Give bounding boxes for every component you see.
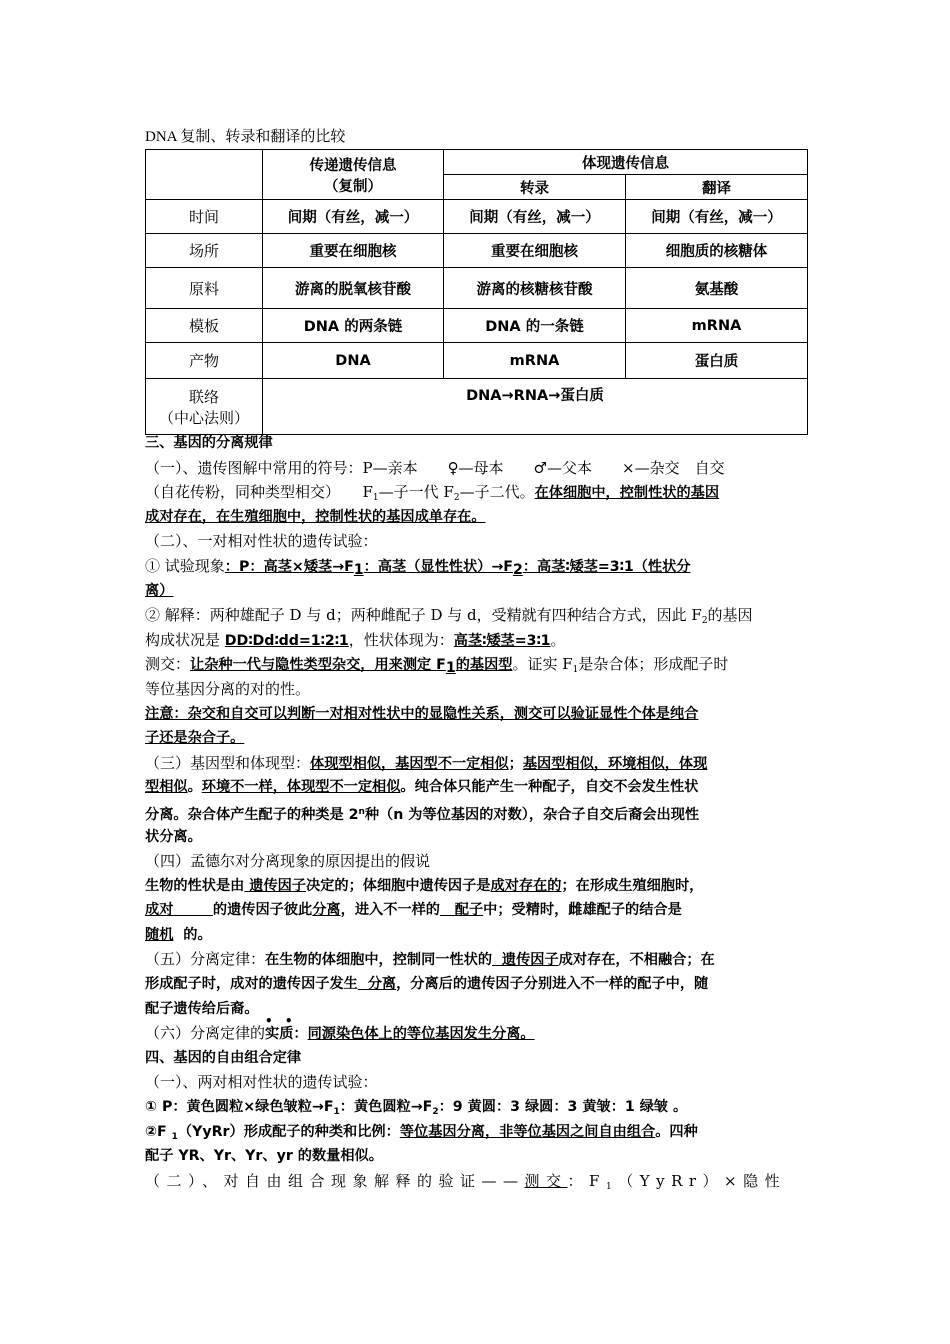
cell-transcription: 重要在细胞核 (444, 234, 626, 268)
section-title: 四、基因的自由组合定律 (145, 1049, 302, 1066)
paragraph-line: ① P：黄色圆粒×绿色皱粒$\to F_1$：黄色圆粒$\to F_2$：9 黄圆：3 绿圆：3 黄皱：1 绿皱 。 (145, 1099, 688, 1118)
table-row (146, 200, 808, 234)
paragraph-line: （二）、一对相对性状的遗传试验： (145, 532, 378, 551)
paragraph-line: （二）、对自由组合现象解释的验证——测交：$F_1(YyRr)\times$隐性 (145, 1171, 787, 1192)
cell-translation: 蛋白质 (626, 343, 808, 379)
cell-translation: 氨基酸 (626, 268, 808, 309)
paragraph-line: （一）、遗传图解中常用的符号：P—亲本 ♀—母本 ♂—父本 ×—杂交 自交 (145, 458, 725, 477)
paragraph-line: 测交：让杂种一代与隐性类型杂交，用来测定 $F_1$的基因型。证实 $F_1$是杂合体；形成配子时 (145, 655, 729, 677)
paragraph-line: ① 试验现象：P：高茎×矮茎$\to F_1$：高茎（显性性状）$\to F_2$：高茎∶矮茎=3∶1（性状分 (145, 556, 691, 578)
paragraph-line: ②F $_1$（YyRr）形成配子的种类和比例：等位基因分离，非等位基因之间自由组合。四种 (145, 1123, 698, 1142)
header-translation: 翻译 (626, 175, 808, 200)
row-label: 原料 (146, 268, 263, 309)
paragraph-line: 生物的性状是由 遗传因子决定的；体细胞中遗传因子是成对存在的；在形成生殖细胞时， (145, 877, 704, 894)
row-label: 模板 (146, 309, 263, 343)
paragraph-line: 子还是杂合子。 (145, 730, 245, 747)
cell-transcription: mRNA (444, 343, 626, 379)
paragraph-line: （四）孟德尔对分离现象的原因提出的假说 (145, 852, 431, 871)
corner-cell (146, 150, 263, 200)
cell-translation: mRNA (626, 309, 808, 343)
paragraph-line: 成对存在，在生殖细胞中，控制性状的基因成单存在。 (145, 508, 486, 525)
paragraph-line: 等位基因分离的对的性。 (145, 679, 311, 698)
header-transcription: 转录 (444, 175, 626, 200)
cell-replication: 重要在细胞核 (263, 234, 444, 268)
central-dogma-value: DNA→RNA→蛋白质 (263, 379, 808, 435)
cell-transcription: 间期（有丝，减一） (444, 200, 626, 234)
paragraph-line: 形成配子时，成对的遗传因子发生 分离，分离后的遗传因子分别进入不一样的配子中，随 (145, 976, 709, 993)
paragraph-line: 配子遗传给后裔。 (145, 1000, 259, 1017)
paragraph-line: （五）分离定律：在生物的体细胞中，控制同一性状的 遗传因子成对存在，不相融合；在 (145, 950, 715, 969)
cell-replication: 间期（有丝，减一） (263, 200, 444, 234)
cell-replication: DNA (263, 343, 444, 379)
cell-replication: DNA 的两条链 (263, 309, 444, 343)
comparison-table (145, 149, 808, 435)
paragraph-line: 离） (145, 582, 174, 599)
row-label: 场所 (146, 234, 263, 268)
paragraph-line: （三）基因型和体现型：体现型相似，基因型不一定相似；基因型相似，环境相似，体现 (145, 753, 708, 772)
paragraph-line: 状分离。 (145, 828, 202, 845)
row-label: 产物 (146, 343, 263, 379)
row-label: 时间 (146, 200, 263, 234)
cell-transcription: 游离的核糖核苷酸 (444, 268, 626, 309)
cell-translation: 细胞质的核糖体 (626, 234, 808, 268)
paragraph-line: （一）、两对相对性状的遗传试验： (145, 1073, 378, 1092)
table-caption: DNA 复制、转录和翻译的比较 (145, 129, 346, 145)
section-title: 三、基因的分离规律 (145, 435, 273, 451)
cell-translation: 间期（有丝，减一） (626, 200, 808, 234)
header-express: 体现遗传信息 (444, 150, 808, 175)
emphasis-dots: • • 实质 (265, 1014, 297, 1043)
paragraph-line: 分离。杂合体产生配子的种类是 2$^n$种（n 为等位基因的对数），杂合子自交后裔会出现性 (145, 806, 700, 823)
cell-replication: 游离的脱氧核苷酸 (263, 268, 444, 309)
table-row (146, 379, 808, 435)
paragraph-line: 构成状况是 DD∶Dd∶dd=1∶2∶1，性状体现为：高茎∶矮茎=3∶1。 (145, 630, 566, 649)
paragraph-line: 随机 的。 (145, 926, 212, 943)
table-row (146, 343, 808, 379)
paragraph-line: 注意：杂交和自交可以判断一对相对性状中的显隐性关系，测交可以验证显性个体是纯合 (145, 705, 699, 722)
table-row (146, 234, 808, 268)
paragraph-line: 成对 的遗传因子彼此分离，进入不一样的 配子中；受精时，雌雄配子的结合是 (145, 902, 682, 919)
paragraph-line: （自花传粉，同种类型相交） $F_1—$子一代 $F_2—$子二代。在体细胞中，控制性状的基因 (145, 483, 720, 504)
paragraph-line: 型相似。环境不一样，体现型不一定相似。纯合体只能产生一种配子，自交不会发生性状 (145, 779, 699, 796)
cell-transcription: DNA 的一条链 (444, 309, 626, 343)
header-transmit: 传递遗传信息 （复制） (263, 150, 444, 200)
table-row (146, 268, 808, 309)
table-row (146, 309, 808, 343)
row-label: 联络 （中心法则） (146, 379, 263, 435)
notes-body (145, 431, 807, 1193)
paragraph-line: 配子 YR、Yr、Yr、yr 的数量相似。 (145, 1148, 383, 1165)
paragraph-line: ② 解释：两种雄配子 D 与 d；两种雌配子 D 与 d，受精就有四种结合方式，因此 $F_2$的基因 (145, 606, 753, 627)
paragraph-line: （六）分离定律的 • • 实质：同源染色体上的等位基因发生分离。 (145, 1014, 535, 1043)
